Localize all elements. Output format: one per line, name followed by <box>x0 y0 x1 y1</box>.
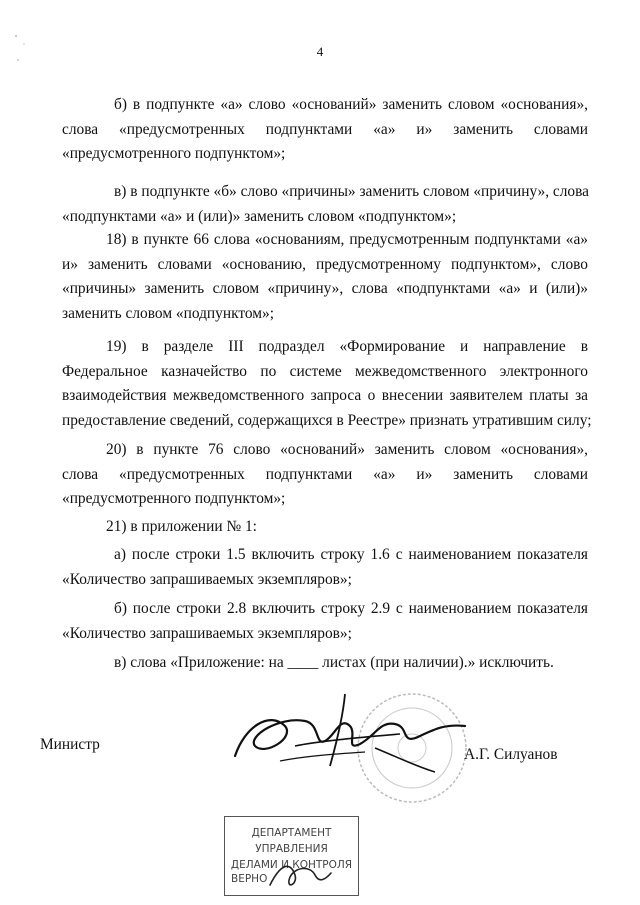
text-line: «Количество запрашиваемых экземпляров»; <box>62 570 352 588</box>
text-line: в) слова «Приложение: на ____ листах (при наличии).» исключить. <box>114 654 554 671</box>
text-line: 18) в пункте 66 слова «основаниям, предусмотренным подпунктами «а» <box>106 231 588 248</box>
certification-stamp <box>224 816 359 896</box>
text-line: Федеральное казначейство по системе межведомственного электронного <box>62 362 588 380</box>
minister-signature-icon <box>225 686 475 781</box>
minister-name: А.Г. Силуанов <box>464 746 558 763</box>
text-line: б) в подпункте «а» слово «оснований» заменить словом «основания», <box>114 96 588 113</box>
text-line: «предусмотренного подпунктом»; <box>62 490 286 507</box>
text-line: «предусмотренного подпунктом»; <box>62 145 286 162</box>
paragraph-item-20 <box>62 438 588 512</box>
text-line: слова «предусмотренных подпунктами «а» и» заменить словами <box>62 465 588 483</box>
paragraph-21-b <box>62 597 588 646</box>
paragraph-item-21 <box>62 515 588 540</box>
text-line: а) после строки 1.5 включить строку 1.6 с наименованием показателя <box>114 546 588 563</box>
text-line: заменить словом «подпунктом»; <box>62 304 274 322</box>
text-line: и» заменить словами «основанию, предусмотренному подпунктом», слово <box>62 255 588 273</box>
text-line: взаимодействия межведомственного запроса о внесении заявителем платы за <box>62 387 588 404</box>
stamp-department-line-2: ДЕЛАМИ И КОНТРОЛЯ <box>230 859 353 871</box>
stamp-signature-icon <box>265 855 335 895</box>
text-line: б) после строки 2.8 включить строку 2.9 с наименованием показателя <box>114 600 588 617</box>
page-number: 4 <box>316 44 324 59</box>
text-line: 21) в приложении № 1: <box>106 518 257 535</box>
text-line: «Количество запрашиваемых экземпляров»; <box>62 624 352 642</box>
text-line: «подпунктами «а» и (или)» заменить словом «подпунктом»; <box>62 207 457 225</box>
text-line: 20) в пункте 76 слово «оснований» заменить словом «основания», <box>106 441 588 458</box>
text-line: «причины» заменить словом «причину», слова «подпунктами «а» и (или)» <box>62 280 588 297</box>
paragraph-21-v <box>62 651 588 676</box>
stamp-department-line: ДЕПАРТАМЕНТ УПРАВЛЕНИЯ <box>251 827 332 855</box>
paragraph-b-subpoint-a <box>62 93 588 167</box>
text-line: слова «предусмотренных подпунктами «а» и» заменить словами <box>62 120 588 138</box>
stamp-verno-label: ВЕРНО <box>231 873 268 885</box>
minister-title: Министр <box>40 736 100 753</box>
paragraph-item-18 <box>62 228 588 326</box>
paragraph-v-subpoint-b <box>62 180 588 229</box>
paragraph-item-19 <box>62 335 592 433</box>
text-line: в) в подпункте «б» слово «причины» заменить словом «причину», слова <box>114 183 590 200</box>
paragraph-21-a <box>62 543 588 592</box>
text-line: 19) в разделе III подраздел «Формирование и направление в <box>106 338 588 355</box>
text-line: предоставление сведений, содержащихся в Реестре» признать утратившим силу; <box>62 411 592 429</box>
